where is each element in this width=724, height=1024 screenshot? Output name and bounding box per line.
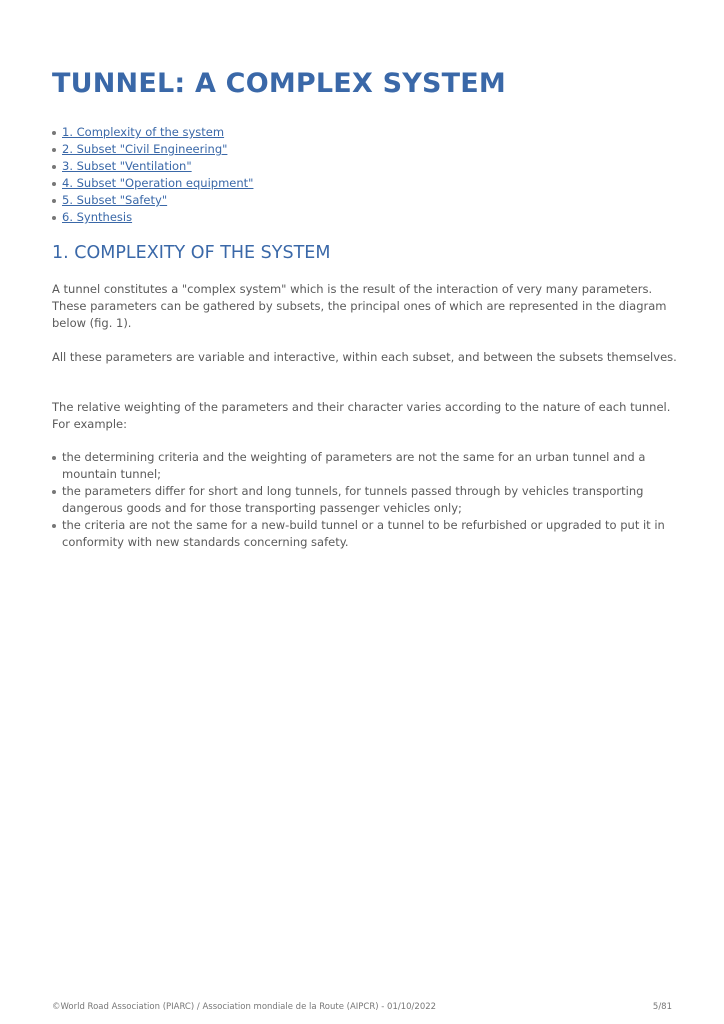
paragraph: The relative weighting of the parameters and their character varies according to the nature of each tunnel. For example: [52,400,671,431]
page-number: 5/81 [652,1002,672,1012]
footer-copyright: ©World Road Association (PIARC) / Association mondiale de la Route (AIPCR) - 01/10/2022 [52,1002,437,1012]
toc-item [52,175,253,192]
toc-link-ventilation[interactable]: 3. Subset "Ventilation" [62,159,192,173]
toc-item [52,158,253,175]
paragraph: All these parameters are variable and interactive, within each subset, and between the subsets themselves. [52,350,677,364]
section-heading: 1. COMPLEXITY OF THE SYSTEM [52,243,331,263]
toc-item [52,124,253,141]
list-item: the determining criteria and the weighting of parameters are not the same for an urban tunnel and a mountain tunnel; [52,449,682,483]
list-item: the criteria are not the same for a new-build tunnel or a tunnel to be refurbished or upgraded to put it in conformity with new standards concerning safety. [52,517,682,551]
toc-item [52,192,253,209]
toc-link-safety[interactable]: 5. Subset "Safety" [62,193,168,207]
toc-item [52,141,253,158]
toc-link-operation-equipment[interactable]: 4. Subset "Operation equipment" [62,176,254,190]
paragraph: A tunnel constitutes a "complex system" which is the result of the interaction of very many parameters. These parameters can be gathered by subsets, the principal ones of which are represented in the diagram below (fig. 1). [52,282,667,330]
toc-item [52,209,253,226]
toc-link-synthesis[interactable]: 6. Synthesis [62,210,133,224]
table-of-contents [52,124,253,226]
list-item: the parameters differ for short and long tunnels, for tunnels passed through by vehicles transporting dangerous goods and for those transporting passenger vehicles only; [52,483,682,517]
page-title: TUNNEL: A COMPLEX SYSTEM [52,68,506,99]
toc-link-civil-engineering[interactable]: 2. Subset "Civil Engineering" [62,142,228,156]
toc-link-complexity[interactable]: 1. Complexity of the system [62,125,225,139]
example-list [52,449,682,551]
